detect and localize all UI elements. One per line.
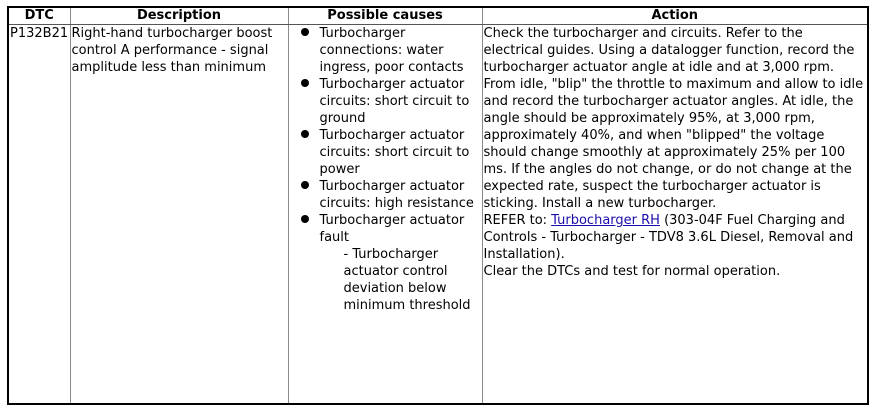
possible-causes-cell (288, 25, 482, 405)
cause-item-with-subcause (320, 212, 481, 314)
cause-item: Turbocharger actuator circuits: high resistance (320, 178, 481, 212)
refer-suffix: (303-04F Fuel Charging and Controls - Turbocharger - TDV8 3.6L Diesel, Removal and Installation). (483, 213, 854, 262)
header-row (8, 7, 868, 25)
header-action: Action (482, 7, 868, 25)
action-cell (482, 25, 868, 405)
table-row (8, 25, 868, 405)
action-text: Check the turbocharger and circuits. Refer to the electrical guides. Using a datalogger function, record the turbocharger actuator angle at idle and at 3,000 rpm. From idle, "blip" the throttle to maximum and allow to idle and record the turbocharger actuator angles. At idle, the angle should be approximately 95%, at 3,000 rpm, approximately 40%, and when "blipped" the voltage should change smoothly at approximately 25% per 100 ms. If the angles do not change, or do not change at the expected rate, suspect the turbocharger actuator is sticking. Install a new turbocharger. (483, 26, 864, 211)
causes-list (290, 25, 481, 314)
header-possible-causes: Possible causes (288, 7, 482, 25)
clear-dtc-text: Clear the DTCs and test for normal operation. (483, 264, 781, 279)
dtc-code: P132B21 (8, 25, 70, 405)
dtc-description: Right-hand turbocharger boost control A performance - signal amplitude less than minimum (70, 25, 288, 405)
turbocharger-rh-link[interactable]: Turbocharger RH (551, 213, 660, 228)
cause-item: Turbocharger actuator circuits: short circuit to ground (320, 76, 481, 127)
cause-label: Turbocharger actuator fault (319, 213, 465, 245)
subcause-text: - Turbocharger actuator control deviation below minimum threshold (343, 247, 471, 313)
cause-item: Turbocharger actuator circuits: short circuit to power (320, 127, 481, 178)
header-description: Description (70, 7, 288, 25)
dtc-table (7, 6, 869, 405)
cause-item: Turbocharger connections: water ingress, poor contacts (320, 25, 481, 76)
header-dtc: DTC (8, 7, 70, 25)
refer-prefix: REFER to: (483, 213, 552, 228)
